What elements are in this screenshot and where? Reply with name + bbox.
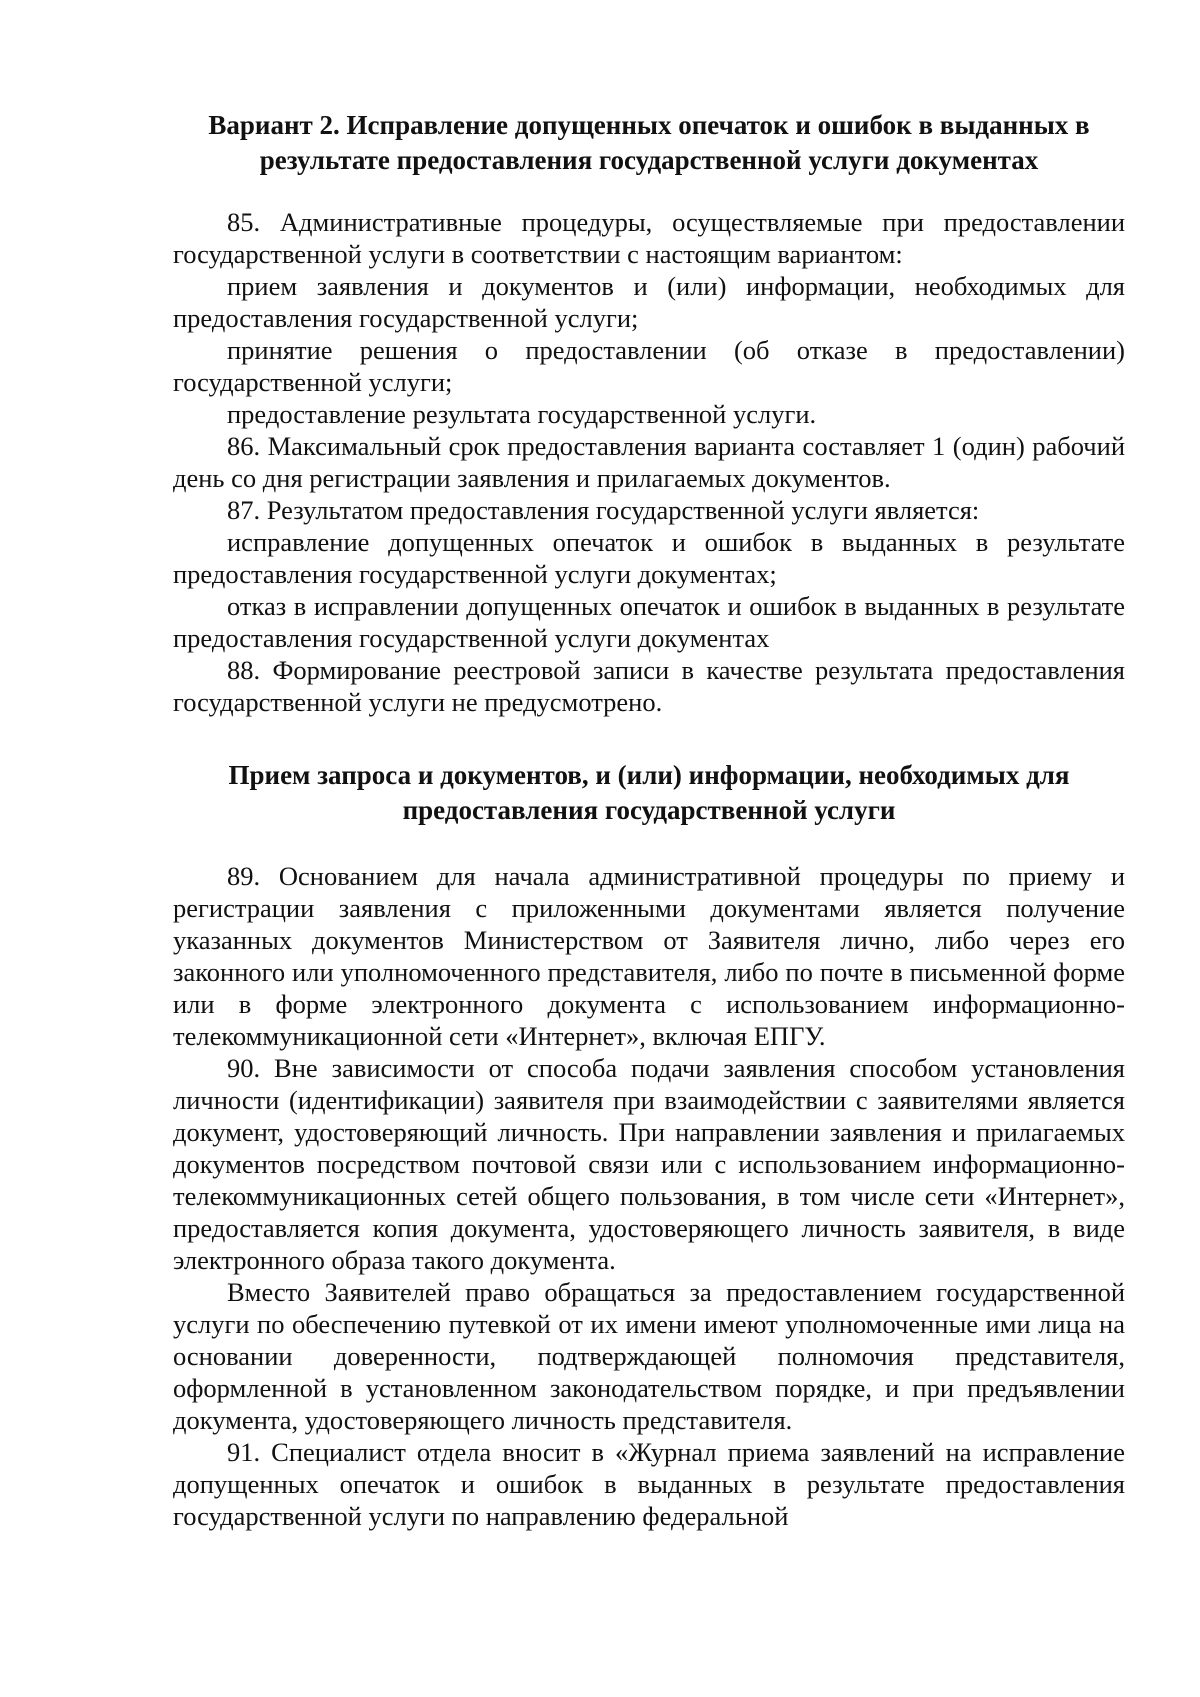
section-heading-request-intake: Прием запроса и документов, и (или) информации, необходимых для предоставления государственной услуги <box>228 760 1070 825</box>
paragraph-89: 89. Основанием для начала административной процедуры по приему и регистрации заявления с приложенными документами является получение указанных документов Министерством от Заявителя лично, либо через его законного или уполномоченного представителя, либо по почте в письменной форме или в форме электронного документа с использованием информационно-телекоммуникационной сети «Интернет», включая ЕПГУ. <box>173 861 1125 1051</box>
list-item-refusal: отказ в исправлении допущенных опечаток и ошибок в выданных в результате предоставления государственной услуги документах <box>173 591 1125 653</box>
list-item-result: предоставление результата государственной услуги. <box>227 399 817 429</box>
paragraph-86: 86. Максимальный срок предоставления варианта составляет 1 (один) рабочий день со дня регистрации заявления и прилагаемых документов. <box>173 431 1125 493</box>
paragraph-representatives: Вместо Заявителей право обращаться за предоставлением государственной услуги по обеспечению путевкой от их имени имеют уполномоченные ими лица на основании доверенности, подтверждающей полномочия представителя, оформленной в установленном законодательством порядке, и при предъявлении документа, удостоверяющего личность представителя. <box>173 1277 1125 1435</box>
paragraph-90: 90. Вне зависимости от способа подачи заявления способом установления личности (идентификации) заявителя при взаимодействии с заявителями является документ, удостоверяющий личность. При направлении заявления и прилагаемых документов посредством почтовой связи или с использованием информационно-телекоммуникационных сетей общего пользования, в том числе сети «Интернет», предоставляется копия документа, удостоверяющего личность заявителя, в виде электронного образа такого документа. <box>173 1053 1125 1275</box>
document-body <box>173 108 1125 1532</box>
list-item-correction: исправление допущенных опечаток и ошибок в выданных в результате предоставления государственной услуги документах; <box>173 527 1125 589</box>
paragraph-88: 88. Формирование реестровой записи в качестве результата предоставления государственной услуги не предусмотрено. <box>173 655 1125 717</box>
paragraph-87: 87. Результатом предоставления государственной услуги является: <box>227 495 980 525</box>
paragraph-85: 85. Административные процедуры, осуществляемые при предоставлении государственной услуги в соответствии с настоящим вариантом: <box>173 207 1125 269</box>
section-heading-variant-2: Вариант 2. Исправление допущенных опечаток и ошибок в выданных в результате предоставления государственной услуги документах <box>208 110 1090 175</box>
paragraph-91: 91. Специалист отдела вносит в «Журнал приема заявлений на исправление допущенных опечаток и ошибок в выданных в результате предоставления государственной услуги по направлению федеральной <box>173 1437 1125 1531</box>
list-item-receipt: прием заявления и документов и (или) информации, необходимых для предоставления государственной услуги; <box>173 271 1125 333</box>
list-item-decision: принятие решения о предоставлении (об отказе в предоставлении) государственной услуги; <box>173 335 1125 397</box>
